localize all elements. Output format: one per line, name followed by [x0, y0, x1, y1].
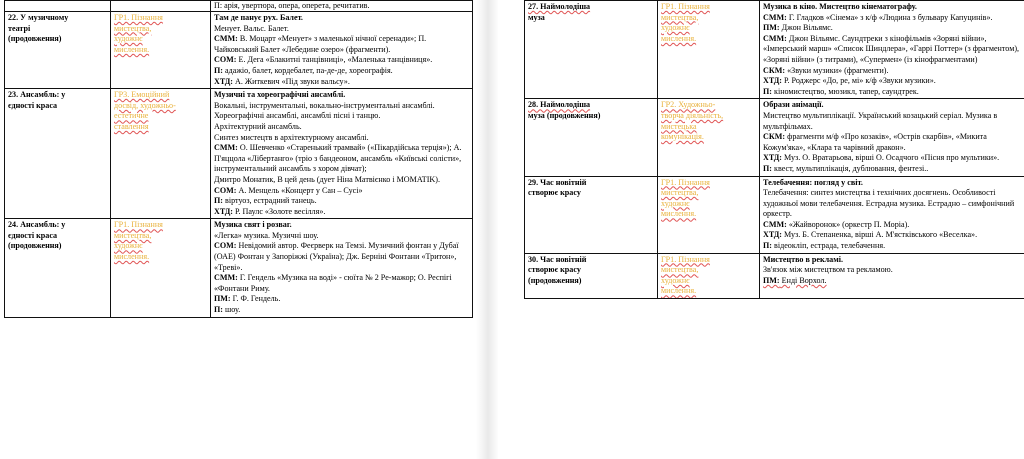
competence-line: мистецька	[661, 121, 697, 131]
competence-line: художнє	[114, 241, 143, 251]
cell-competence	[111, 89, 211, 219]
competence-line: художнє	[661, 23, 690, 33]
content-line: П: адажіо, балет, кордебалет, па-де-де, хореографія.	[214, 65, 393, 75]
content-line: Синтез мистецтв в архітектурному ансамблі.	[214, 132, 369, 142]
content-line: ХТД: Муз. О. Вратарьова, вірші О. Осадчого «Пісня про мультики».	[763, 153, 1000, 163]
table-row	[525, 176, 1024, 253]
topic-line: 24. Ансамбль: у	[8, 220, 66, 230]
competence-line: мислення.	[114, 252, 150, 262]
content-line: ХТД: Р. Роджерс «До, ре, мі» к/ф «Звуки музики».	[763, 76, 936, 86]
competence-line: ГР2. Художньо-	[661, 100, 716, 110]
content-line: П: віртуоз, естрадний танець.	[214, 196, 317, 206]
content-line: Мистецтво мультиплікації. Український козацький серіал. Музика в мультфільмах.	[763, 110, 998, 131]
competence-line: ГР1. Пізнання	[661, 2, 710, 11]
competence-line: мистецтва,	[661, 265, 699, 275]
topic-line: 23. Ансамбль: у	[8, 90, 66, 100]
content-heading: Мистецтво в рекламі.	[763, 254, 844, 264]
content-line: СММ: Г. Гендель «Музика на воді» - сюїта № 2 Ре-мажор; О. Респігі «Фонтани Риму.	[214, 273, 452, 293]
content-line: ХТД: Муз. Б. Степаненка, вірші А. М'ястківського «Веселка».	[763, 230, 978, 240]
left-page-sheet	[0, 0, 476, 318]
cell-competence	[658, 1, 760, 99]
competence-line: мистецтва,	[114, 23, 152, 33]
content-line: ХТД: Р. Паулс «Золоте весілля».	[214, 206, 326, 216]
cell-competence	[658, 253, 760, 298]
competence-line: ГР1. Пізнання	[661, 254, 710, 264]
competence-line: мислення.	[114, 44, 150, 54]
cell-content	[760, 253, 1024, 298]
content-heading: Там де панує рух. Балет.	[214, 13, 303, 22]
content-line: Вокальні, інструментальні, вокально-інструментальні ансамблі. Хореографічні ансамблі, ансамблі пісні і танцю.	[214, 100, 435, 121]
cell-content	[760, 176, 1024, 253]
content-line: ПМ: Джон Вільямс.	[763, 23, 833, 33]
content-heading: Образи анімації.	[763, 100, 824, 110]
cell-content	[211, 219, 473, 317]
topic-line: муза (продовження)	[528, 110, 601, 120]
content-line: СОМ: А. Менцель «Концерт у Сан – Сусі»	[214, 185, 363, 195]
content-line: СММ: Г. Гладков «Сінема» з к/ф «Людина з бульвару Капуцинів».	[763, 12, 993, 22]
content-line: ПМ: Енді Ворхол.	[763, 275, 827, 285]
content-heading: Музичні та хореографічні ансамблі.	[214, 90, 346, 100]
competence-line: естетичне	[114, 111, 149, 121]
content-line: Архітектурний ансамбль.	[214, 121, 302, 131]
clipped-line: П: арія, увертюра, опера, оперета, речитатив.	[214, 1, 370, 10]
cell-content	[760, 1, 1024, 99]
competence-line: мистецтва,	[661, 12, 699, 22]
content-line: СКМ: «Звуки музики» (фрагменти).	[763, 65, 889, 75]
topic-line: створює красу	[528, 188, 581, 198]
right-page-sheet	[498, 0, 1024, 299]
cell-topic	[525, 99, 658, 176]
competence-line: ГР1. Пізнання	[114, 220, 163, 230]
table-row	[525, 1, 1024, 99]
content-line: Зв'язок між мистецтвом та рекламою.	[763, 265, 893, 275]
topic-line: 30. Час новітній	[528, 254, 587, 264]
content-line: «Легка» музика. Музичні шоу.	[214, 230, 319, 240]
cell-competence	[111, 1, 211, 12]
topic-line: 28. Наймолодіша	[528, 100, 591, 110]
topic-line: 29. Час новітній	[528, 177, 587, 187]
table-row	[5, 219, 473, 317]
competence-line: художнє	[661, 275, 690, 285]
table-row	[525, 253, 1024, 298]
topic-line: 27. Наймолодіша	[528, 2, 591, 11]
cell-competence	[658, 176, 760, 253]
content-line: ПМ: Г. Ф. Гендель.	[214, 294, 281, 304]
competence-line: мистецтва,	[114, 230, 152, 240]
topic-line: єдності краса	[8, 100, 58, 110]
content-line: СММ: «Жайворонок» (оркестр П. Моріа).	[763, 219, 910, 229]
cell-competence	[111, 219, 211, 317]
content-line: Менует. Вальс. Балет.	[214, 23, 289, 33]
curriculum-table-left	[4, 0, 473, 318]
content-line: Телебачення: синтез мистецтва і технічних досягнень. Особливості художньої мови телебачення. Естрадна музика. Естрадно – симфонічний оркестр.	[763, 188, 1015, 219]
content-line: ХТД: А. Житкевич «Під звуки вальсу».	[214, 76, 350, 86]
page-separator-gutter	[476, 0, 498, 459]
competence-line: мислення.	[661, 209, 697, 219]
cell-topic	[5, 89, 111, 219]
cell-content	[211, 89, 473, 219]
topic-line: 22. У музичному	[8, 13, 69, 22]
table-row-clipped	[5, 1, 473, 12]
cell-content	[211, 12, 473, 89]
content-line: СММ: Джон Вільямс. Саундтреки з кінофільмів «Зоряні війни», «Імперський марш» «Список Шиндлера», «Гаррі Поттер» (з фрагментом), «Зоряні війни» (з титрами), «Супермен» (із кінофрагментами)	[763, 33, 1020, 64]
content-line: П: шоу.	[214, 305, 241, 315]
table-row	[5, 12, 473, 89]
competence-line: досвід, художньо-	[114, 100, 176, 110]
competence-line: мистецтва,	[661, 188, 699, 198]
content-line: П: відеокліп, естрада, телебачення.	[763, 241, 886, 251]
content-heading: Музика свят і розваг.	[214, 220, 292, 230]
content-line: СКМ: фрагменти м/ф «Про козаків», «Острів скарбів», «Микита Кожум'яка», «Клара та чарівний дракон».	[763, 132, 987, 152]
curriculum-table-right	[524, 0, 1024, 299]
cell-topic	[5, 219, 111, 317]
cell-topic	[5, 12, 111, 89]
content-line: СММ: В. Моцарт «Менует» з маленької нічної серенади»; П. Чайковський Балет «Лебедине озеро» (фрагменти).	[214, 34, 427, 54]
table-row	[5, 89, 473, 219]
cell-topic	[525, 1, 658, 99]
cell-topic	[5, 1, 111, 12]
cell-content	[760, 99, 1024, 176]
competence-line: художнє	[661, 198, 690, 208]
topic-line: театрі	[8, 23, 31, 33]
competence-line: мислення.	[661, 286, 697, 296]
competence-line: ГР1. Пізнання	[114, 13, 163, 22]
competence-line: ставлення	[114, 121, 149, 131]
cell-topic	[525, 253, 658, 298]
content-line: СММ: О. Шевченко «Старенький трамвай» («Пікардійська терція»); А. П'яццола «Лібертанго» (тріо з бандеоном, ансамбль «Київські солісти», інструментальний ансамбль з хором дівчат);	[214, 143, 462, 174]
cell-competence	[658, 99, 760, 176]
content-line: П: кіномистецтво, мюзикл, тапер, саундтрек.	[763, 86, 919, 96]
cell-competence	[111, 12, 211, 89]
topic-line: муза	[528, 12, 545, 22]
competence-line: творча діяльність,	[661, 110, 724, 120]
cell-content	[211, 1, 473, 12]
cell-topic	[525, 176, 658, 253]
content-line: П: квест, мультиплікація, дублювання, фентезі..	[763, 163, 929, 173]
competence-line: ГР3. Емоційний	[114, 90, 170, 100]
topic-line: створює красу	[528, 265, 581, 275]
table-row	[525, 99, 1024, 176]
content-line: Дмитро Монатик, В цей день (дует Ніна Матвієнко і MOMATIK).	[214, 174, 440, 184]
competence-line: комунікація.	[661, 132, 704, 142]
content-line: СОМ: Е. Дега «Блакитні танцівниці», «Маленька танцівниця».	[214, 55, 433, 65]
topic-line: єдності краса	[8, 230, 58, 240]
competence-line: ГР1. Пізнання	[661, 177, 710, 187]
topic-line: (продовження)	[8, 34, 62, 44]
competence-line: мислення.	[661, 33, 697, 43]
competence-line: художнє	[114, 34, 143, 44]
topic-line: (продовження)	[8, 241, 62, 251]
topic-line: (продовження)	[528, 275, 582, 285]
content-clipped-heading: Музика в кіно. Мистецтво кінематографу.	[763, 2, 917, 11]
content-line: СОМ: Невідомий автор. Феєрверк на Темзі. Музичний фонтан у Дубаї (ОАЕ) Фонтан у Запоріжжі (Україна); Дж. Берніні Фонтани «Тритон», «Треві».	[214, 241, 459, 272]
content-heading: Телебачення: погляд у світ.	[763, 177, 863, 187]
